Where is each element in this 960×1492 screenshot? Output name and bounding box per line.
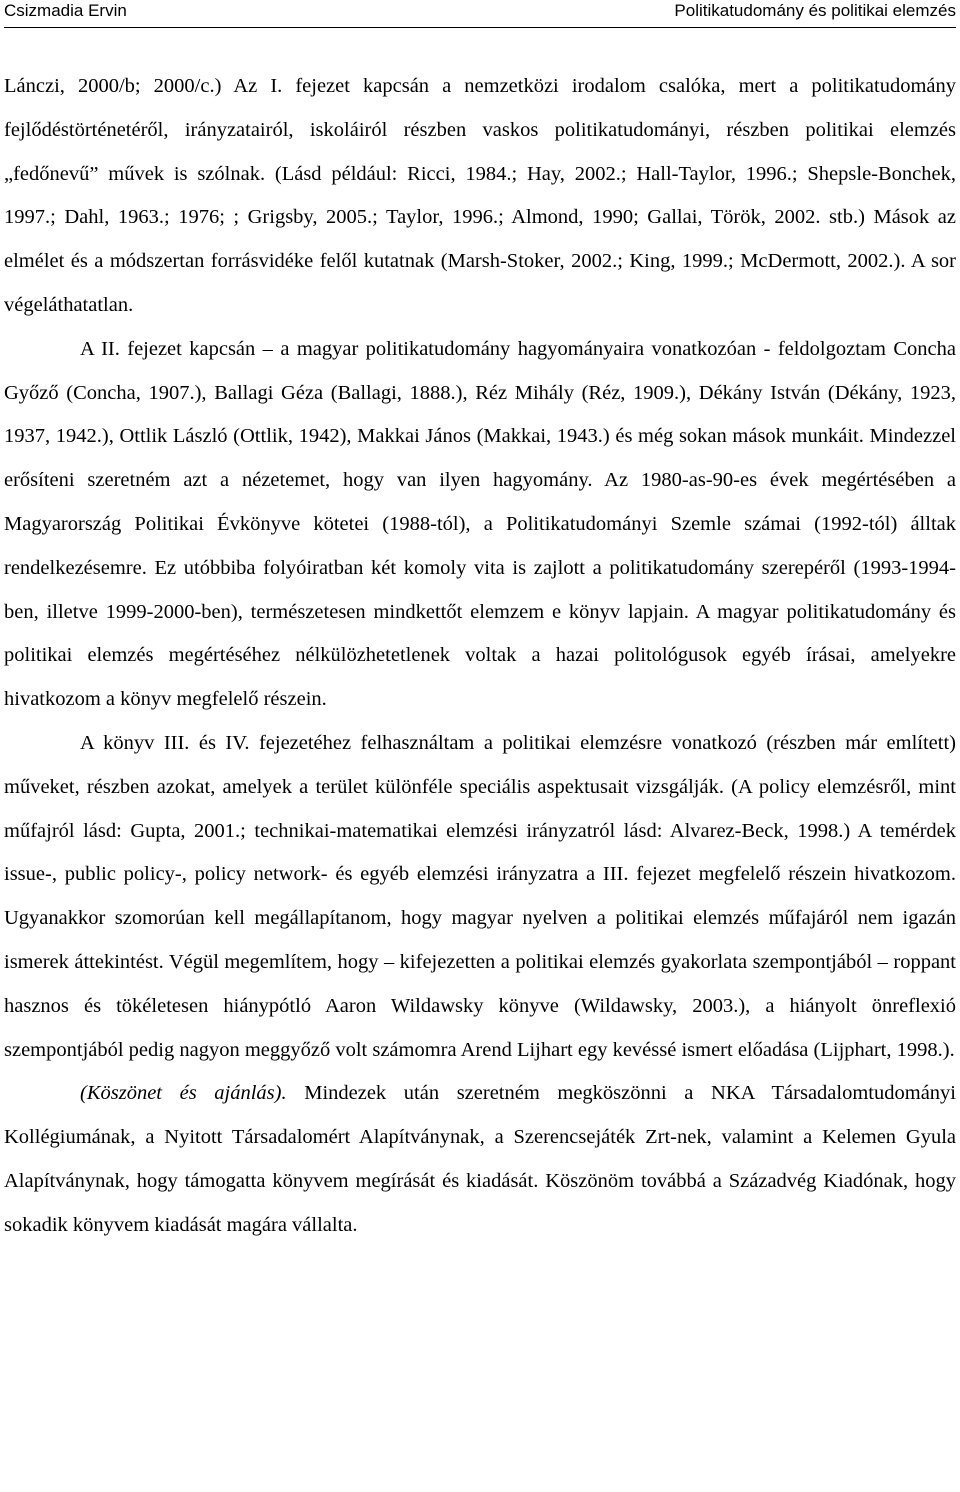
paragraph-text: Mindezek után szeretném megköszönni a NKA Társadalomtudományi Kollégiumának, a Nyitott Társadalomért Alapítványnak, a Szerencsejáték Zrt-nek, valamint a Kelemen Gyula Alapítványnak, hogy támogatta könyvem megírását és kiadását. Köszönöm továbbá a Századvég Kiadónak, hogy sokadik könyvem kiadását magára vállalta. [4,1082,956,1236]
acknowledgements-heading: (Köszönet és ajánlás). [80,1082,287,1105]
paragraph-text: A II. fejezet kapcsán – a magyar politikatudomány hagyományaira vonatkozóan - feldolgoztam Concha Győző (Concha, 1907.), Ballagi Géza (Ballagi, 1888.), Réz Mihály (Réz, 1909.), Dékány István (Dékány, 1923, 1937, 1942.), Ottlik László (Ottlik, 1942), Makkai János (Makkai, 1943.) és még sokan mások munkáit. Mindezzel erősíteni szeretném azt a nézetemet, hogy van ilyen hagyomány. Az 1980-as-90-es évek megértésében a Magyarország Politikai Évkönyve kötetei (1988-tól), a Politikatudományi Szemle számai (1992-tól) álltak rendelkezésemre. Ez utóbbiba folyóiratban két komoly vita is zajlott a politikatudomány szerepéről (1993-1994-ben, illetve 1999-2000-ben), természetesen mindkettőt elemzem e könyv lapjain. A magyar politikatudomány és politikai elemzés megértéséhez nélkülözhetetlenek voltak a hazai politológusok egyéb írásai, amelyekre hivatkozom a könyv megfelelő részein. [4,337,956,711]
document-body [4,65,956,1248]
header-divider [4,27,956,28]
paragraph-acknowledgements [4,1072,956,1247]
paragraph-chapter-two [4,328,956,722]
paragraph-text: A könyv III. és IV. fejezetéhez felhasználtam a politikai elemzésre vonatkozó (részben már említett) műveket, részben azokat, amelyek a terület különféle speciális aspektusait vizsgálják. (A policy elemzésről, mint műfajról lásd: Gupta, 2001.; technikai-matematikai elemzési irányzatról lásd: Alvarez-Beck, 1998.) A temérdek issue-, public policy-, policy network- és egyéb elemzési irányzatra a III. fejezet megfelelő részein hivatkozom. Ugyanakkor szomorúan kell megállapítanom, hogy magyar nyelven a politikai elemzés műfajáról nem igazán ismerek áttekintést. Végül megemlítem, hogy – kifejezetten a politikai elemzés gyakorlata szempontjából – roppant hasznos és tökéletesen hiánypótló Aaron Wildawsky könyve (Wildawsky, 2003.), a hiányolt önreflexió szempontjából pedig nagyon meggyőző volt számomra Arend Lijhart egy kevéssé ismert előadása (Lijphart, 1998.). [4,731,956,1061]
page-header [0,0,960,22]
header-author: Csizmadia Ervin [4,1,127,20]
paragraph-intro [4,65,956,328]
header-title: Politikatudomány és politikai elemzés [674,1,956,20]
paragraph-text: Lánczi, 2000/b; 2000/c.) Az I. fejezet kapcsán a nemzetközi irodalom csalóka, mert a politikatudomány fejlődéstörténetéről, irányzatairól, iskoláiról részben vaskos politikatudományi, részben politikai elemzés „fedőnevű” művek is szólnak. (Lásd például: Ricci, 1984.; Hay, 2002.; Hall-Taylor, 1996.; Shepsle-Bonchek, 1997.; Dahl, 1963.; 1976; ; Grigsby, 2005.; Taylor, 1996.; Almond, 1990; Gallai, Török, 2002. stb.) Mások az elmélet és a módszertan forrásvidéke felől kutatnak (Marsh-Stoker, 2002.; King, 1999.; McDermott, 2002.). A sor végeláthatatlan. [4,75,956,316]
paragraph-chapters-three-four [4,722,956,1072]
